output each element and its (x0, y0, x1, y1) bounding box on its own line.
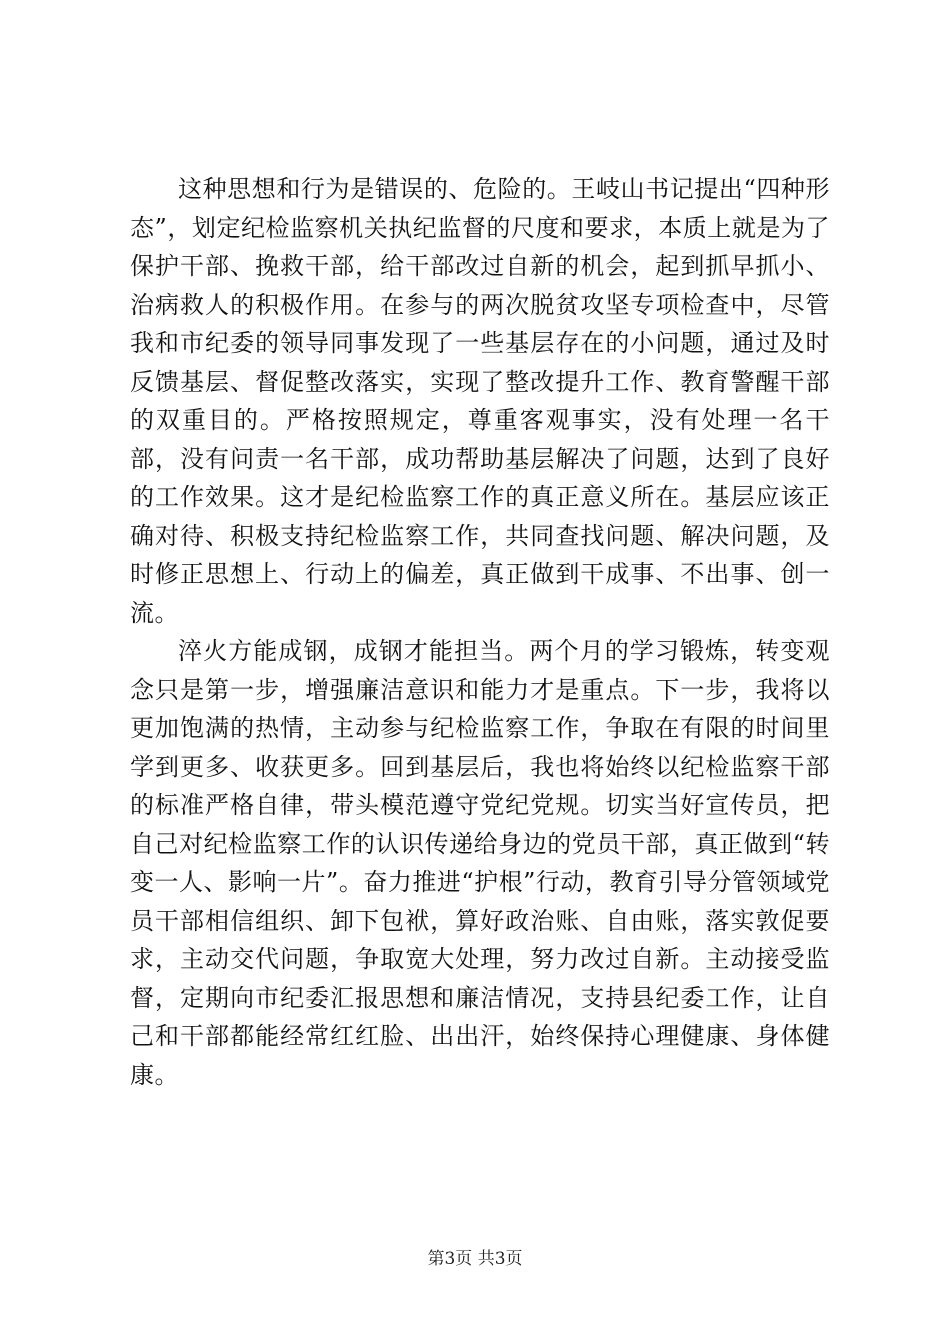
paragraph-2: 淬火方能成钢，成钢才能担当。两个月的学习锻炼，转变观念只是第一步，增强廉洁意识和能力才是重点。下一步，我将以更加饱满的热情，主动参与纪检监察工作，争取在有限的时间里学到更多、收获更多。回到基层后，我也将始终以纪检监察干部的标准严格自律，带头模范遵守党纪党规。切实当好宣传员，把自己对纪检监察工作的认识传递给身边的党员干部，真正做到“转变一人、影响一片”。奋力推进“护根”行动，教育引导分管领域党员干部相信组织、卸下包袱，算好政治账、自由账，落实敦促要求，主动交代问题，争取宽大处理，努力改过自新。主动接受监督，定期向市纪委汇报思想和廉洁情况，支持县纪委工作，让自己和干部都能经常红红脸、出出汗，始终保持心理健康、身体健康。 (130, 637, 830, 1089)
paragraph-1: 这种思想和行为是错误的、危险的。王岐山书记提出“四种形态”，划定纪检监察机关执纪监督的尺度和要求，本质上就是为了保护干部、挽救干部，给干部改过自新的机会，起到抓早抓小、治病救人的积极作用。在参与的两次脱贫攻坚专项检查中，尽管我和市纪委的领导同事发现了一些基层存在的小问题，通过及时反馈基层、督促整改落实，实现了整改提升工作、教育警醒干部的双重目的。严格按照规定，尊重客观事实，没有处理一名干部，没有问责一名干部，成功帮助基层解决了问题，达到了良好的工作效果。这才是纪检监察工作的真正意义所在。基层应该正确对待、积极支持纪检监察工作，共同查找问题、解决问题，及时修正思想上、行动上的偏差，真正做到干成事、不出事、创一流。 (130, 175, 830, 627)
page-footer: 第3页 共3页 (427, 1249, 523, 1269)
document-body (130, 170, 830, 1094)
